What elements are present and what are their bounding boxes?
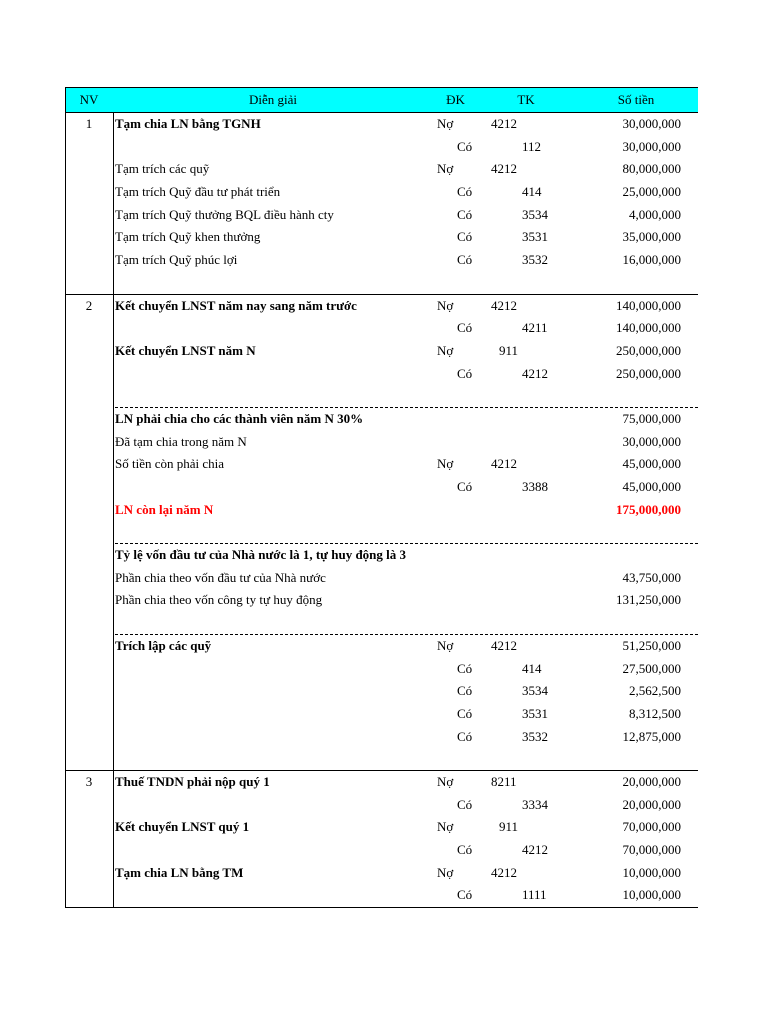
table-row [65, 453, 698, 476]
description-cell: Đã tạm chia trong năm N [115, 433, 247, 449]
table-row [65, 226, 698, 249]
column-divider [113, 112, 114, 907]
amount-cell: 27,500,000 [622, 660, 681, 676]
table-row [65, 431, 698, 454]
nv-cell: 3 [85, 773, 93, 789]
amount-cell: 250,000,000 [616, 342, 681, 358]
dk-cell: Nợ [437, 297, 454, 313]
header-so-tien: Số tiền [617, 92, 655, 107]
dk-cell: Có [457, 138, 473, 154]
tk-cell: 3388 [522, 479, 548, 494]
dk-cell: Có [457, 705, 473, 721]
table-row [65, 340, 698, 363]
description-cell: Phần chia theo vốn công ty tự huy động [115, 592, 323, 608]
group-separator [65, 294, 698, 295]
amount-cell: 175,000,000 [616, 501, 681, 517]
amount-cell: 80,000,000 [622, 161, 681, 177]
dk-cell: Có [457, 887, 473, 903]
description-cell: Phần chia theo vốn đầu tư của Nhà nước [115, 569, 326, 585]
dk-cell: Nợ [437, 116, 454, 131]
tk-cell: 3534 [522, 206, 548, 222]
amount-cell: 43,750,000 [622, 569, 681, 585]
tk-cell: 4212 [491, 637, 517, 653]
nv-cell: 1 [85, 116, 93, 131]
table-row [65, 499, 698, 522]
tk-cell: 911 [499, 819, 519, 835]
dk-cell: Có [457, 184, 473, 200]
table-row [65, 794, 698, 817]
amount-cell: 2,562,500 [629, 683, 681, 699]
tk-cell: 3532 [522, 728, 548, 744]
dk-cell: Có [457, 796, 473, 812]
left-border [65, 87, 66, 907]
header-tk: TK [517, 92, 535, 107]
table-row [65, 408, 698, 431]
dk-cell: Có [457, 206, 473, 222]
description-cell: Trích lập các quỹ [115, 637, 212, 653]
tk-cell: 1111 [522, 887, 547, 903]
table-row [65, 181, 698, 204]
table-row [65, 816, 698, 839]
amount-cell: 70,000,000 [622, 842, 681, 857]
amount-cell: 140,000,000 [616, 297, 681, 313]
description-cell: Thuế TNDN phải nộp quý 1 [115, 773, 270, 789]
section-separator [115, 407, 698, 408]
dk-cell: Nợ [437, 456, 454, 472]
amount-cell: 51,250,000 [622, 637, 681, 653]
tk-cell: 4212 [491, 297, 517, 313]
table-row [65, 703, 698, 726]
description-cell: LN còn lại năm N [115, 501, 214, 517]
table-row [65, 113, 698, 136]
table-row [65, 521, 698, 544]
amount-cell: 35,000,000 [622, 229, 681, 245]
table-bottom-border [65, 907, 698, 908]
tk-cell: 4212 [491, 161, 517, 177]
table-row [65, 658, 698, 681]
tk-cell: 112 [522, 138, 542, 154]
table-row [65, 635, 698, 658]
dk-cell: Nợ [437, 637, 454, 653]
description-cell: Tạm trích Quỹ khen thưởng [115, 229, 261, 245]
description-cell: Kết chuyển LNST năm N [115, 342, 256, 358]
amount-cell: 25,000,000 [622, 184, 681, 200]
header-nv: NV [79, 92, 99, 107]
amount-cell: 131,250,000 [616, 592, 681, 608]
table-row [65, 680, 698, 703]
table-row [65, 295, 698, 318]
tk-cell: 414 [522, 184, 542, 200]
tk-cell: 3531 [522, 705, 548, 721]
amount-cell: 12,875,000 [622, 728, 681, 744]
description-cell: Tạm chia LN bằng TGNH [115, 116, 261, 131]
section-separator [115, 634, 698, 635]
dk-cell: Có [457, 683, 473, 699]
group-separator [65, 770, 698, 771]
table-row [65, 726, 698, 749]
amount-cell: 20,000,000 [622, 773, 681, 789]
table-body [65, 113, 698, 907]
journal-table [65, 87, 698, 907]
amount-cell: 10,000,000 [622, 864, 681, 880]
tk-cell: 4212 [491, 116, 517, 131]
description-cell: Tạm trích Quỹ thưởng BQL điều hành cty [115, 206, 334, 222]
table-row [65, 363, 698, 386]
header-dk: ĐK [446, 92, 465, 107]
section-separator [115, 543, 698, 544]
table-row [65, 612, 698, 635]
tk-cell: 414 [522, 660, 542, 676]
tk-cell: 4212 [491, 864, 517, 880]
table-row [65, 385, 698, 408]
dk-cell: Nợ [437, 342, 454, 358]
table-row [65, 884, 698, 907]
description-cell: Tạm trích Quỹ phúc lợi [115, 252, 238, 268]
amount-cell: 45,000,000 [622, 456, 681, 472]
description-cell: Kết chuyển LNST quý 1 [115, 819, 250, 835]
header-dien-giai: Diễn giải [248, 92, 297, 107]
tk-cell: 4212 [522, 842, 548, 857]
table-row [65, 771, 698, 794]
dk-cell: Nợ [437, 773, 454, 789]
tk-cell: 4212 [522, 365, 548, 381]
description-cell: Số tiền còn phải chia [115, 456, 225, 472]
amount-cell: 16,000,000 [622, 252, 681, 268]
table-row [65, 544, 698, 567]
amount-cell: 30,000,000 [622, 433, 681, 449]
amount-cell: 8,312,500 [629, 705, 681, 721]
description-cell: LN phải chia cho các thành viên năm N 30% [115, 410, 364, 426]
table-row [65, 476, 698, 499]
table-row [65, 249, 698, 272]
amount-cell: 20,000,000 [622, 796, 681, 812]
table-row [65, 204, 698, 227]
table-row [65, 862, 698, 885]
amount-cell: 30,000,000 [622, 138, 681, 154]
amount-cell: 70,000,000 [622, 819, 681, 835]
amount-cell: 30,000,000 [622, 116, 681, 131]
amount-cell: 75,000,000 [622, 410, 681, 426]
dk-cell: Có [457, 842, 473, 857]
amount-cell: 140,000,000 [616, 320, 681, 336]
tk-cell: 4212 [491, 456, 517, 472]
table-row [65, 748, 698, 771]
description-cell: Tạm chia LN bằng TM [115, 864, 244, 880]
dk-cell: Có [457, 479, 473, 494]
table-row [65, 839, 698, 862]
description-cell: Kết chuyển LNST năm nay sang năm trước [115, 297, 357, 313]
description-cell: Tỷ lệ vốn đầu tư của Nhà nước là 1, tự huy động là 3 [115, 547, 407, 563]
table-row [65, 272, 698, 295]
tk-cell: 3334 [522, 796, 548, 812]
amount-cell: 10,000,000 [622, 887, 681, 903]
amount-cell: 4,000,000 [629, 206, 681, 222]
dk-cell: Có [457, 660, 473, 676]
tk-cell: 3534 [522, 683, 548, 699]
dk-cell: Có [457, 252, 473, 268]
description-cell: Tạm trích Quỹ đầu tư phát triển [115, 184, 281, 200]
table-row [65, 317, 698, 340]
dk-cell: Có [457, 229, 473, 245]
dk-cell: Có [457, 365, 473, 381]
tk-cell: 911 [499, 342, 519, 358]
table-row [65, 567, 698, 590]
table-row [65, 136, 698, 159]
nv-cell: 2 [85, 297, 93, 313]
table-row [65, 589, 698, 612]
dk-cell: Nợ [437, 161, 454, 177]
tk-cell: 8211 [491, 773, 517, 789]
dk-cell: Nợ [437, 864, 454, 880]
table-header [65, 87, 698, 113]
tk-cell: 3531 [522, 229, 548, 245]
dk-cell: Nợ [437, 819, 454, 835]
amount-cell: 45,000,000 [622, 479, 681, 494]
dk-cell: Có [457, 320, 473, 336]
tk-cell: 3532 [522, 252, 548, 268]
table-row [65, 158, 698, 181]
dk-cell: Có [457, 728, 473, 744]
tk-cell: 4211 [522, 320, 548, 336]
amount-cell: 250,000,000 [616, 365, 681, 381]
description-cell: Tạm trích các quỹ [115, 161, 210, 177]
